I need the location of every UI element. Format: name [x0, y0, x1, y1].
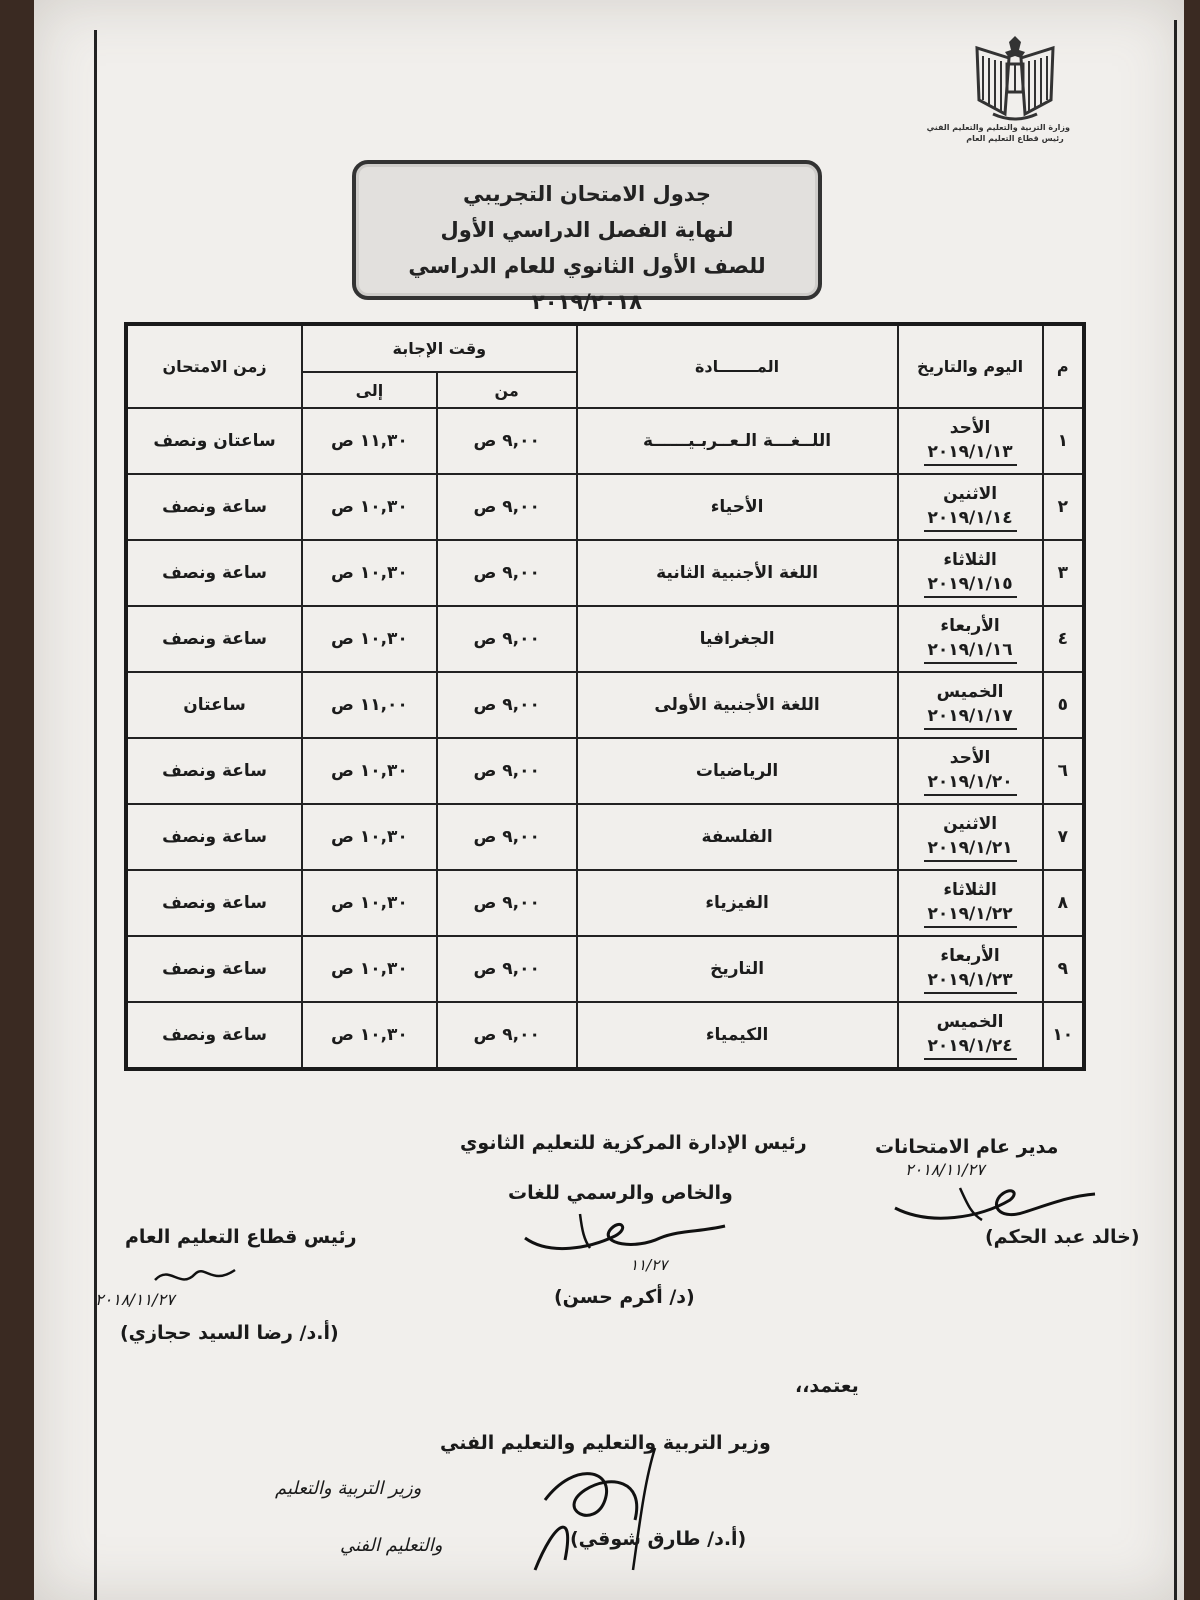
row-day: الثلاثاء: [943, 880, 997, 900]
row-date: ٢٠١٩/١/٢١: [924, 836, 1017, 862]
minister-title: وزير التربية والتعليم والتعليم الفني: [440, 1432, 771, 1454]
row-day-date: [898, 672, 1043, 738]
row-duration: ساعة ونصف: [126, 1002, 302, 1069]
row-day-date: [898, 1002, 1043, 1069]
row-num: ٧: [1043, 804, 1084, 870]
row-to: ١٠,٣٠ ص: [302, 738, 437, 804]
table-row: [126, 738, 1084, 804]
row-num: ٨: [1043, 870, 1084, 936]
row-day: الثلاثاء: [943, 550, 997, 570]
row-duration: ساعتان: [126, 672, 302, 738]
row-subject: اللغة الأجنبية الأولى: [577, 672, 898, 738]
minister-handwritten-title-line1: وزير التربية والتعليم: [275, 1478, 422, 1499]
emblem-ministry-line: وزارة التربية والتعليم والتعليم الفني: [926, 123, 1070, 132]
row-from: ٩,٠٠ ص: [437, 408, 577, 474]
row-num: ١٠: [1043, 1002, 1084, 1069]
row-duration: ساعة ونصف: [126, 474, 302, 540]
row-date: ٢٠١٩/١/٢٠: [924, 770, 1017, 796]
row-subject: التاريخ: [577, 936, 898, 1002]
row-day: الأربعاء: [940, 946, 1000, 966]
row-to: ١٠,٣٠ ص: [302, 1002, 437, 1069]
exams-director-name: (خالد عبد الحكم): [985, 1226, 1140, 1248]
document-title-box: [352, 160, 822, 314]
row-subject: الفيزياء: [577, 870, 898, 936]
table-row: [126, 672, 1084, 738]
row-num: ٣: [1043, 540, 1084, 606]
header-from: من: [437, 372, 577, 408]
table-row: [126, 870, 1084, 936]
emblem-sector-line: رئيس قطاع التعليم العام: [966, 134, 1064, 143]
row-day-date: [898, 606, 1043, 672]
row-day-date: [898, 474, 1043, 540]
row-to: ١١,٠٠ ص: [302, 672, 437, 738]
sector-head-name: (أ.د/ رضا السيد حجازي): [120, 1322, 339, 1344]
row-num: ٦: [1043, 738, 1084, 804]
row-date: ٢٠١٩/١/١٦: [924, 638, 1017, 664]
row-subject: الفلسفة: [577, 804, 898, 870]
row-duration: ساعة ونصف: [126, 804, 302, 870]
table-row: [126, 474, 1084, 540]
header-answer-time: وقت الإجابة: [302, 324, 576, 372]
row-day-date: [898, 738, 1043, 804]
row-to: ١٠,٣٠ ص: [302, 606, 437, 672]
row-from: ٩,٠٠ ص: [437, 936, 577, 1002]
sector-head-handwritten-date: ٢٠١٨/١١/٢٧: [95, 1290, 175, 1309]
row-subject: الجغرافيا: [577, 606, 898, 672]
row-duration: ساعة ونصف: [126, 936, 302, 1002]
row-to: ١٠,٣٠ ص: [302, 540, 437, 606]
row-day-date: [898, 540, 1043, 606]
row-day: الخميس: [936, 682, 1004, 702]
row-day-date: [898, 804, 1043, 870]
row-day: الاثنين: [943, 814, 998, 834]
exams-director-handwritten-date: ٢٠١٨/١١/٢٧: [905, 1160, 985, 1179]
header-to: إلى: [302, 372, 437, 408]
row-subject: الأحياء: [577, 474, 898, 540]
approval-label: يعتمد،،: [795, 1375, 859, 1397]
row-subject: الرياضيات: [577, 738, 898, 804]
egypt-eagle-emblem: [926, 30, 1070, 144]
central-admin-handwritten-date: ١١/٢٧: [630, 1256, 668, 1274]
row-num: ٩: [1043, 936, 1084, 1002]
row-num: ١: [1043, 408, 1084, 474]
title-line-2: لنهاية الفصل الدراسي الأول: [440, 218, 734, 242]
row-from: ٩,٠٠ ص: [437, 672, 577, 738]
header-day-date: اليوم والتاريخ: [898, 324, 1043, 408]
exams-director-title: مدير عام الامتحانات: [875, 1136, 1059, 1158]
row-to: ١١,٣٠ ص: [302, 408, 437, 474]
row-day-date: [898, 408, 1043, 474]
row-from: ٩,٠٠ ص: [437, 540, 577, 606]
sector-head-title: رئيس قطاع التعليم العام: [125, 1226, 357, 1248]
row-num: ٢: [1043, 474, 1084, 540]
row-date: ٢٠١٩/١/١٧: [924, 704, 1017, 730]
row-duration: ساعتان ونصف: [126, 408, 302, 474]
minister-signature: [515, 1440, 665, 1580]
schedule-rows: [126, 408, 1084, 1069]
row-from: ٩,٠٠ ص: [437, 870, 577, 936]
header-num: م: [1043, 324, 1084, 408]
row-to: ١٠,٣٠ ص: [302, 870, 437, 936]
row-day: الخميس: [936, 1012, 1004, 1032]
row-subject: الكيمياء: [577, 1002, 898, 1069]
row-duration: ساعة ونصف: [126, 870, 302, 936]
row-duration: ساعة ونصف: [126, 540, 302, 606]
minister-handwritten-title-line2: والتعليم الفني: [340, 1535, 443, 1556]
row-duration: ساعة ونصف: [126, 606, 302, 672]
row-from: ٩,٠٠ ص: [437, 474, 577, 540]
left-margin-rule: [94, 30, 97, 1600]
row-from: ٩,٠٠ ص: [437, 1002, 577, 1069]
row-duration: ساعة ونصف: [126, 738, 302, 804]
right-margin-rule: [1174, 20, 1177, 1600]
row-day: الأحد: [949, 748, 991, 768]
title-line-1: جدول الامتحان التجريبي: [462, 182, 712, 206]
header-subject: المـــــــادة: [577, 324, 898, 408]
table-row: [126, 936, 1084, 1002]
row-date: ٢٠١٩/١/٢٤: [924, 1034, 1017, 1060]
row-day-date: [898, 870, 1043, 936]
table-row: [126, 408, 1084, 474]
central-admin-name: (د/ أكرم حسن): [554, 1286, 695, 1308]
row-date: ٢٠١٩/١/١٥: [924, 572, 1017, 598]
row-date: ٢٠١٩/١/٢٣: [924, 968, 1017, 994]
table-row: [126, 540, 1084, 606]
title-line-3: للصف الأول الثانوي للعام الدراسي ٢٠١٩/٢٠١٨: [408, 254, 766, 314]
central-admin-title-line1: رئيس الإدارة المركزية للتعليم الثانوي: [460, 1132, 807, 1154]
sector-head-signature: [150, 1260, 240, 1294]
row-date: ٢٠١٩/١/١٣: [924, 440, 1017, 466]
row-day: الاثنين: [943, 484, 998, 504]
header-duration: زمن الامتحان: [126, 324, 302, 408]
row-to: ١٠,٣٠ ص: [302, 936, 437, 1002]
table-row: [126, 606, 1084, 672]
table-row: [126, 804, 1084, 870]
row-num: ٤: [1043, 606, 1084, 672]
row-to: ١٠,٣٠ ص: [302, 474, 437, 540]
row-date: ٢٠١٩/١/١٤: [924, 506, 1017, 532]
central-admin-title-line2: والخاص والرسمي للغات: [508, 1182, 733, 1204]
row-subject: اللغة الأجنبية الثانية: [577, 540, 898, 606]
row-date: ٢٠١٩/١/٢٢: [924, 902, 1017, 928]
row-from: ٩,٠٠ ص: [437, 606, 577, 672]
row-day: الأحد: [949, 418, 991, 438]
eagle-icon: [969, 30, 1061, 122]
exams-director-signature: [890, 1178, 1100, 1230]
row-subject: اللــغـــة الـعــربـيــــــة: [577, 408, 898, 474]
table-row: [126, 1002, 1084, 1069]
row-day: الأربعاء: [940, 616, 1000, 636]
minister-name: (أ.د/ طارق شوقي): [570, 1528, 747, 1550]
row-from: ٩,٠٠ ص: [437, 804, 577, 870]
exam-schedule-table: [124, 322, 1086, 1071]
row-to: ١٠,٣٠ ص: [302, 804, 437, 870]
central-admin-signature: [520, 1208, 730, 1258]
row-day-date: [898, 936, 1043, 1002]
row-num: ٥: [1043, 672, 1084, 738]
row-from: ٩,٠٠ ص: [437, 738, 577, 804]
